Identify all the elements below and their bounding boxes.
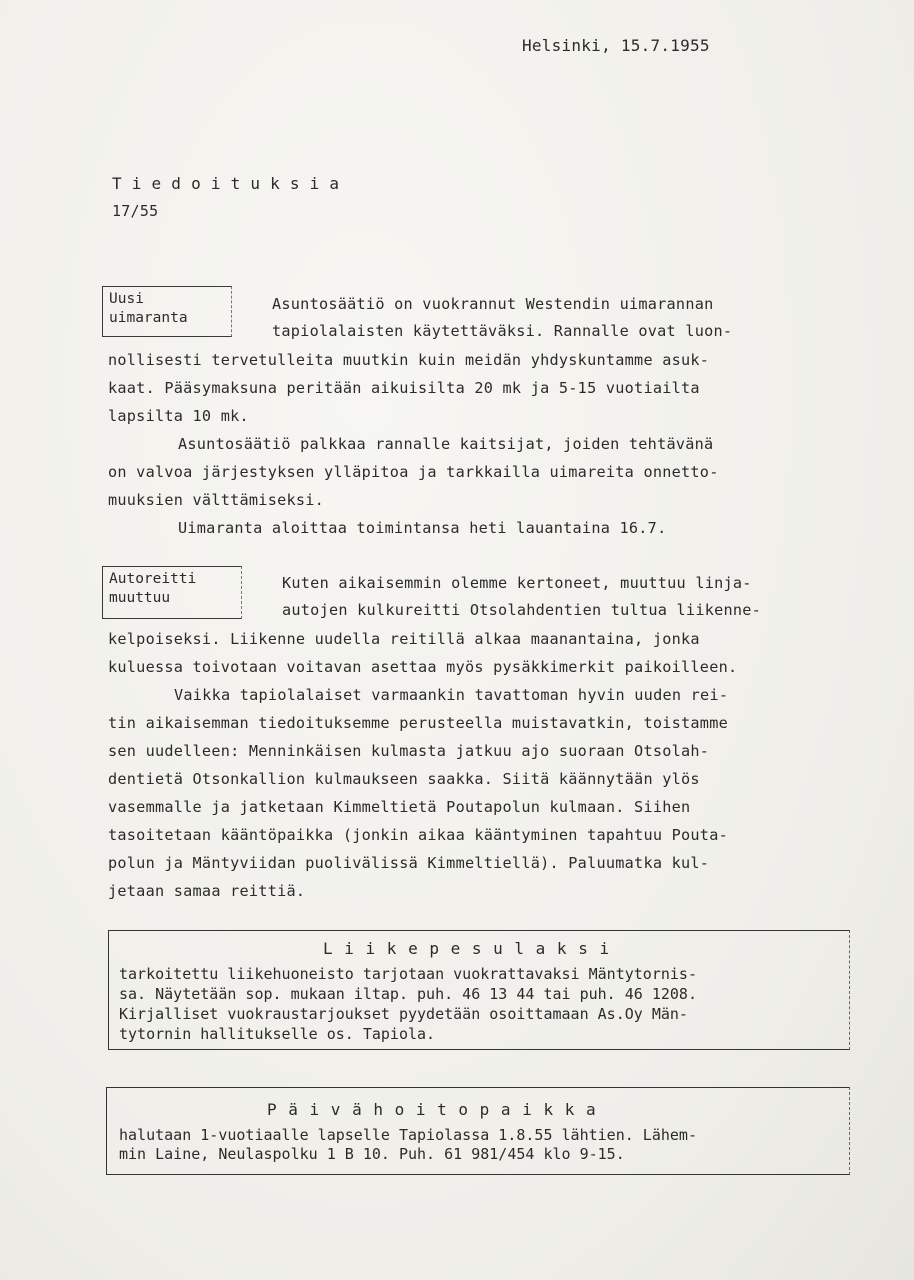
- section1-line: on valvoa järjestyksen ylläpitoa ja tarkkailla uimareita onnetto-: [108, 463, 719, 481]
- issue-number: 17/55: [112, 202, 159, 220]
- box-line: min Laine, Neulaspolku 1 B 10. Puh. 61 981/454 klo 9-15.: [119, 1145, 625, 1163]
- section2-line: Vaikka tapiolalaiset varmaankin tavattoman hyvin uuden rei-: [174, 686, 729, 704]
- section2-line: vasemmalle ja jatketaan Kimmeltietä Poutapolun kulmaan. Siihen: [108, 798, 691, 816]
- section1-line: Asuntosäätiö palkkaa rannalle kaitsijat, joiden tehtävänä: [178, 435, 714, 453]
- section2-line: kuluessa toivotaan voitavan asettaa myös pysäkkimerkit paikoilleen.: [108, 658, 738, 676]
- section2-line: tasoitetaan kääntöpaikka (jonkin aikaa kääntyminen tapahtuu Pouta-: [108, 826, 728, 844]
- section2-line: sen uudelleen: Menninkäisen kulmasta jatkuu ajo suoraan Otsolah-: [108, 742, 710, 760]
- section2-line: Kuten aikaisemmin olemme kertoneet, muuttuu linja-: [282, 574, 752, 592]
- section1-line: kaat. Pääsymaksuna peritään aikuisilta 20 mk ja 5-15 vuotiailta: [108, 379, 700, 397]
- section2-line: tin aikaisemman tiedoituksemme perusteella muistavatkin, toistamme: [108, 714, 728, 732]
- section2-line: autojen kulkureitti Otsolahdentien tultua liikenne-: [282, 601, 762, 619]
- box-line: sa. Näytetään sop. mukaan iltap. puh. 46 13 44 tai puh. 46 1208.: [119, 985, 697, 1003]
- box-heading: P ä i v ä h o i t o p a i k k a: [267, 1100, 597, 1119]
- section2-line: polun ja Mäntyviidan puolivälissä Kimmeltiellä). Paluumatka kul-: [108, 854, 710, 872]
- box-line: tarkoitettu liikehuoneisto tarjotaan vuokrattavaksi Mäntytornis-: [119, 965, 697, 983]
- section1-line: tapiolalaisten käytettäväksi. Rannalle ovat luon-: [272, 322, 733, 340]
- document-title: T i e d o i t u k s i a: [112, 174, 340, 193]
- box-line: Kirjalliset vuokraustarjoukset pyydetään osoittamaan As.Oy Män-: [119, 1005, 688, 1023]
- section1-line: Asuntosäätiö on vuokrannut Westendin uimarannan: [272, 295, 714, 313]
- section1-line: muuksien välttämiseksi.: [108, 491, 325, 509]
- box-line: halutaan 1-vuotiaalle lapselle Tapiolassa 1.8.55 lähtien. Lähem-: [119, 1126, 697, 1144]
- section2-line: dentietä Otsonkallion kulmaukseen saakka. Siitä käännytään ylös: [108, 770, 700, 788]
- section2-line: jetaan samaa reittiä.: [108, 882, 306, 900]
- section-label-autoreitti-muuttuu: Autoreitti muuttuu: [102, 566, 242, 619]
- announcement-box-liikepesulaksi: [108, 930, 850, 1050]
- date-line: Helsinki, 15.7.1955: [522, 36, 710, 55]
- box-heading: L i i k e p e s u l a k s i: [323, 939, 611, 958]
- announcement-box-paivahoitopaikka: [106, 1087, 850, 1175]
- section1-line: lapsilta 10 mk.: [108, 407, 249, 425]
- section2-line: kelpoiseksi. Liikenne uudella reitillä alkaa maanantaina, jonka: [108, 630, 700, 648]
- box-line: tytornin hallitukselle os. Tapiola.: [119, 1025, 436, 1043]
- section1-line: nollisesti tervetulleita muutkin kuin meidän yhdyskuntamme asuk-: [108, 351, 710, 369]
- section-label-uusi-uimaranta: Uusi uimaranta: [102, 286, 232, 337]
- section1-line: Uimaranta aloittaa toimintansa heti lauantaina 16.7.: [178, 519, 667, 537]
